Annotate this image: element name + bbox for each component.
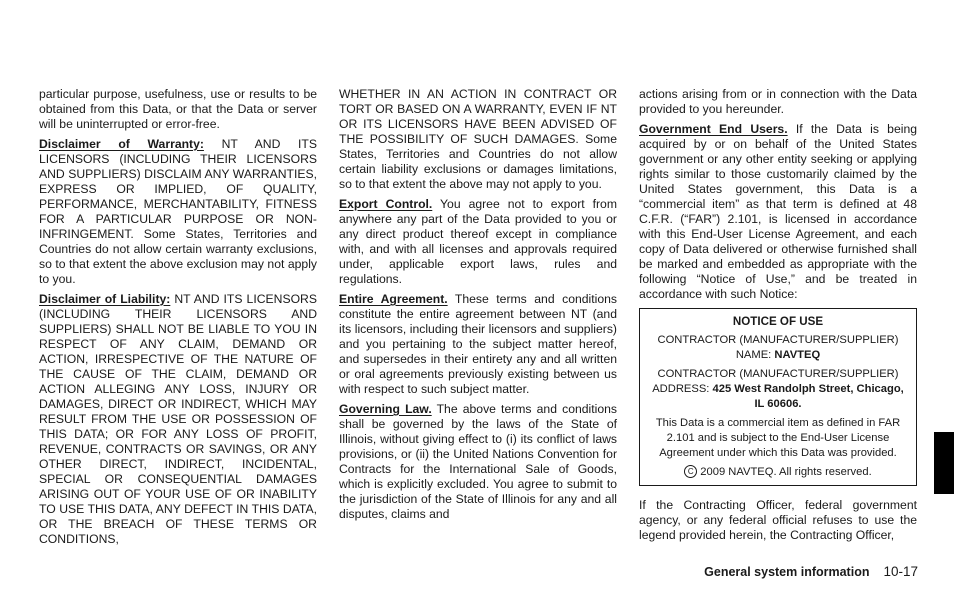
copyright-icon: C — [684, 465, 697, 478]
notice-title: NOTICE OF USE — [732, 315, 824, 328]
section-heading: Export Control. — [339, 197, 433, 211]
page-number: 10-17 — [883, 564, 918, 579]
paragraph: actions arising from or in connection with the Data provided to you hereunder. — [639, 87, 917, 116]
notice-name-label: CONTRACTOR (MANUFACTURER/SUPPLIER) NAME: — [657, 334, 899, 361]
paragraph: particular purpose, usefulness, use or results to be obtained from this Data, or that the Data or server will be uninterrupted or error-free. — [39, 87, 317, 131]
chapter-tab-marker — [934, 432, 954, 494]
footer-section-title: General system information — [704, 565, 870, 579]
notice-of-use-box — [639, 308, 917, 486]
notice-commercial-item: This Data is a commercial item as defined in FAR 2.101 and is subject to the End-User License Agreement under which this Data was provided. — [655, 417, 901, 459]
section-heading: Government End Users. — [639, 122, 788, 136]
text-column-1 — [39, 87, 317, 552]
notice-address-label: CONTRACTOR (MANUFACTURER/SUPPLIER) ADDRESS: — [652, 368, 899, 395]
notice-name-value: NAVTEQ — [774, 349, 821, 361]
section-heading: Entire Agreement. — [339, 292, 448, 306]
paragraph-text: NT AND ITS LICENSORS (INCLUDING THEIR LICENSORS AND SUPPLIERS) SHALL NOT BE LIABLE TO YOU IN RESPECT OF ANY CLAIM, DEMAND OR ACTION, IRRESPECTIVE OF THE NATURE OF THE CAUSE OF THE CLAIM, DEMAND OR ACTION ALLEGING ANY LOSS, INJURY OR DAMAGES, DIRECT OR INDIRECT, WHICH MAY RESULT FROM THE USE OR POSSESSION OF THIS DATA; OR FOR ANY LOSS OF PROFIT, REVENUE, CONTRACTS OR SAVINGS, OR ANY OTHER DIRECT, INDIRECT, INCIDENTAL, SPECIAL OR CONSEQUENTIAL DAMAGES ARISING OUT OF YOUR USE OF OR INABILITY TO USE THIS DATA, ANY DEFECT IN THIS DATA, OR THE BREACH OF THESE TERMS OR CONDITIONS, — [39, 292, 317, 546]
paragraph-government-end-users — [639, 122, 917, 302]
section-heading: Disclaimer of Liability: — [39, 292, 171, 306]
paragraph-text: You agree not to export from anywhere any part of the Data provided to you or any direct product thereof except in compliance with, and with all licenses and approvals required under, applicable export laws, rules and regulations. — [339, 197, 617, 286]
paragraph-text: The above terms and conditions shall be governed by the laws of the State of Illinois, without giving effect to (i) its conflict of laws provisions, or (ii) the United Nations Convention for Contracts for the International Sale of Goods, which is explicitly excluded. You agree to submit to the jurisdiction of the State of Illinois for any and all disputes, claims and — [339, 402, 617, 521]
notice-contractor-name — [646, 333, 910, 363]
paragraph-text: If the Data is being acquired by or on behalf of the United States government or any other entity seeking or applying rights similar to those customarily claimed by the United States government, this Data is a “commercial item” as that term is defined at 48 C.F.R. (“FAR”) 2.101, is licensed in accordance with this End-User License Agreement, and each copy of Data delivered or otherwise furnished shall be marked and embedded as appropriate with the following “Notice of Use,” and be treated in accordance with such Notice: — [639, 122, 918, 301]
section-heading: Disclaimer of Warranty: — [39, 137, 204, 151]
paragraph-export — [339, 197, 617, 287]
paragraph-text: These terms and conditions constitute the entire agreement between NT (and its licensors, including their licensors and suppliers) and you pertaining to the subject matter hereof, and supersedes in their entirety any and all written or oral agreements previously existing between us with respect to such subject matter. — [339, 292, 617, 396]
paragraph-entire-agreement — [339, 292, 617, 397]
paragraph: WHETHER IN AN ACTION IN CONTRACT OR TORT OR BASED ON A WARRANTY, EVEN IF NT OR ITS LICENSORS HAVE BEEN ADVISED OF THE POSSIBILITY OF SUCH DAMAGES. Some States, Territories and Countries do not allow certain liability exclusions or damages limitations, so to that extent the above may not apply to you. — [339, 87, 617, 191]
paragraph-warranty — [39, 137, 317, 287]
text-column-2 — [339, 87, 617, 527]
paragraph-liability — [39, 292, 317, 547]
page-footer — [640, 564, 918, 579]
notice-copyright — [646, 465, 910, 480]
paragraph-governing-law — [339, 402, 617, 522]
notice-address-value: 425 West Randolph Street, Chicago, IL 60606. — [712, 383, 904, 410]
text-column-3 — [639, 87, 917, 548]
copyright-text: 2009 NAVTEQ. All rights reserved. — [700, 466, 872, 478]
paragraph: If the Contracting Officer, federal government agency, or any federal official refuses to use the legend provided herein, the Contracting Officer, — [639, 498, 917, 542]
notice-contractor-address — [646, 367, 910, 412]
paragraph-text: NT AND ITS LICENSORS (INCLUDING THEIR LICENSORS AND SUPPLIERS) DISCLAIM ANY WARRANTIES, EXPRESS OR IMPLIED, OF QUALITY, PERFORMANCE, MERCHANTABILITY, FITNESS FOR A PARTICULAR PURPOSE OR NON-INFRINGEMENT. Some States, Territories and Countries do not allow certain warranty exclusions, so to that extent the above exclusion may not apply to you. — [39, 137, 318, 286]
section-heading: Governing Law. — [339, 402, 432, 416]
